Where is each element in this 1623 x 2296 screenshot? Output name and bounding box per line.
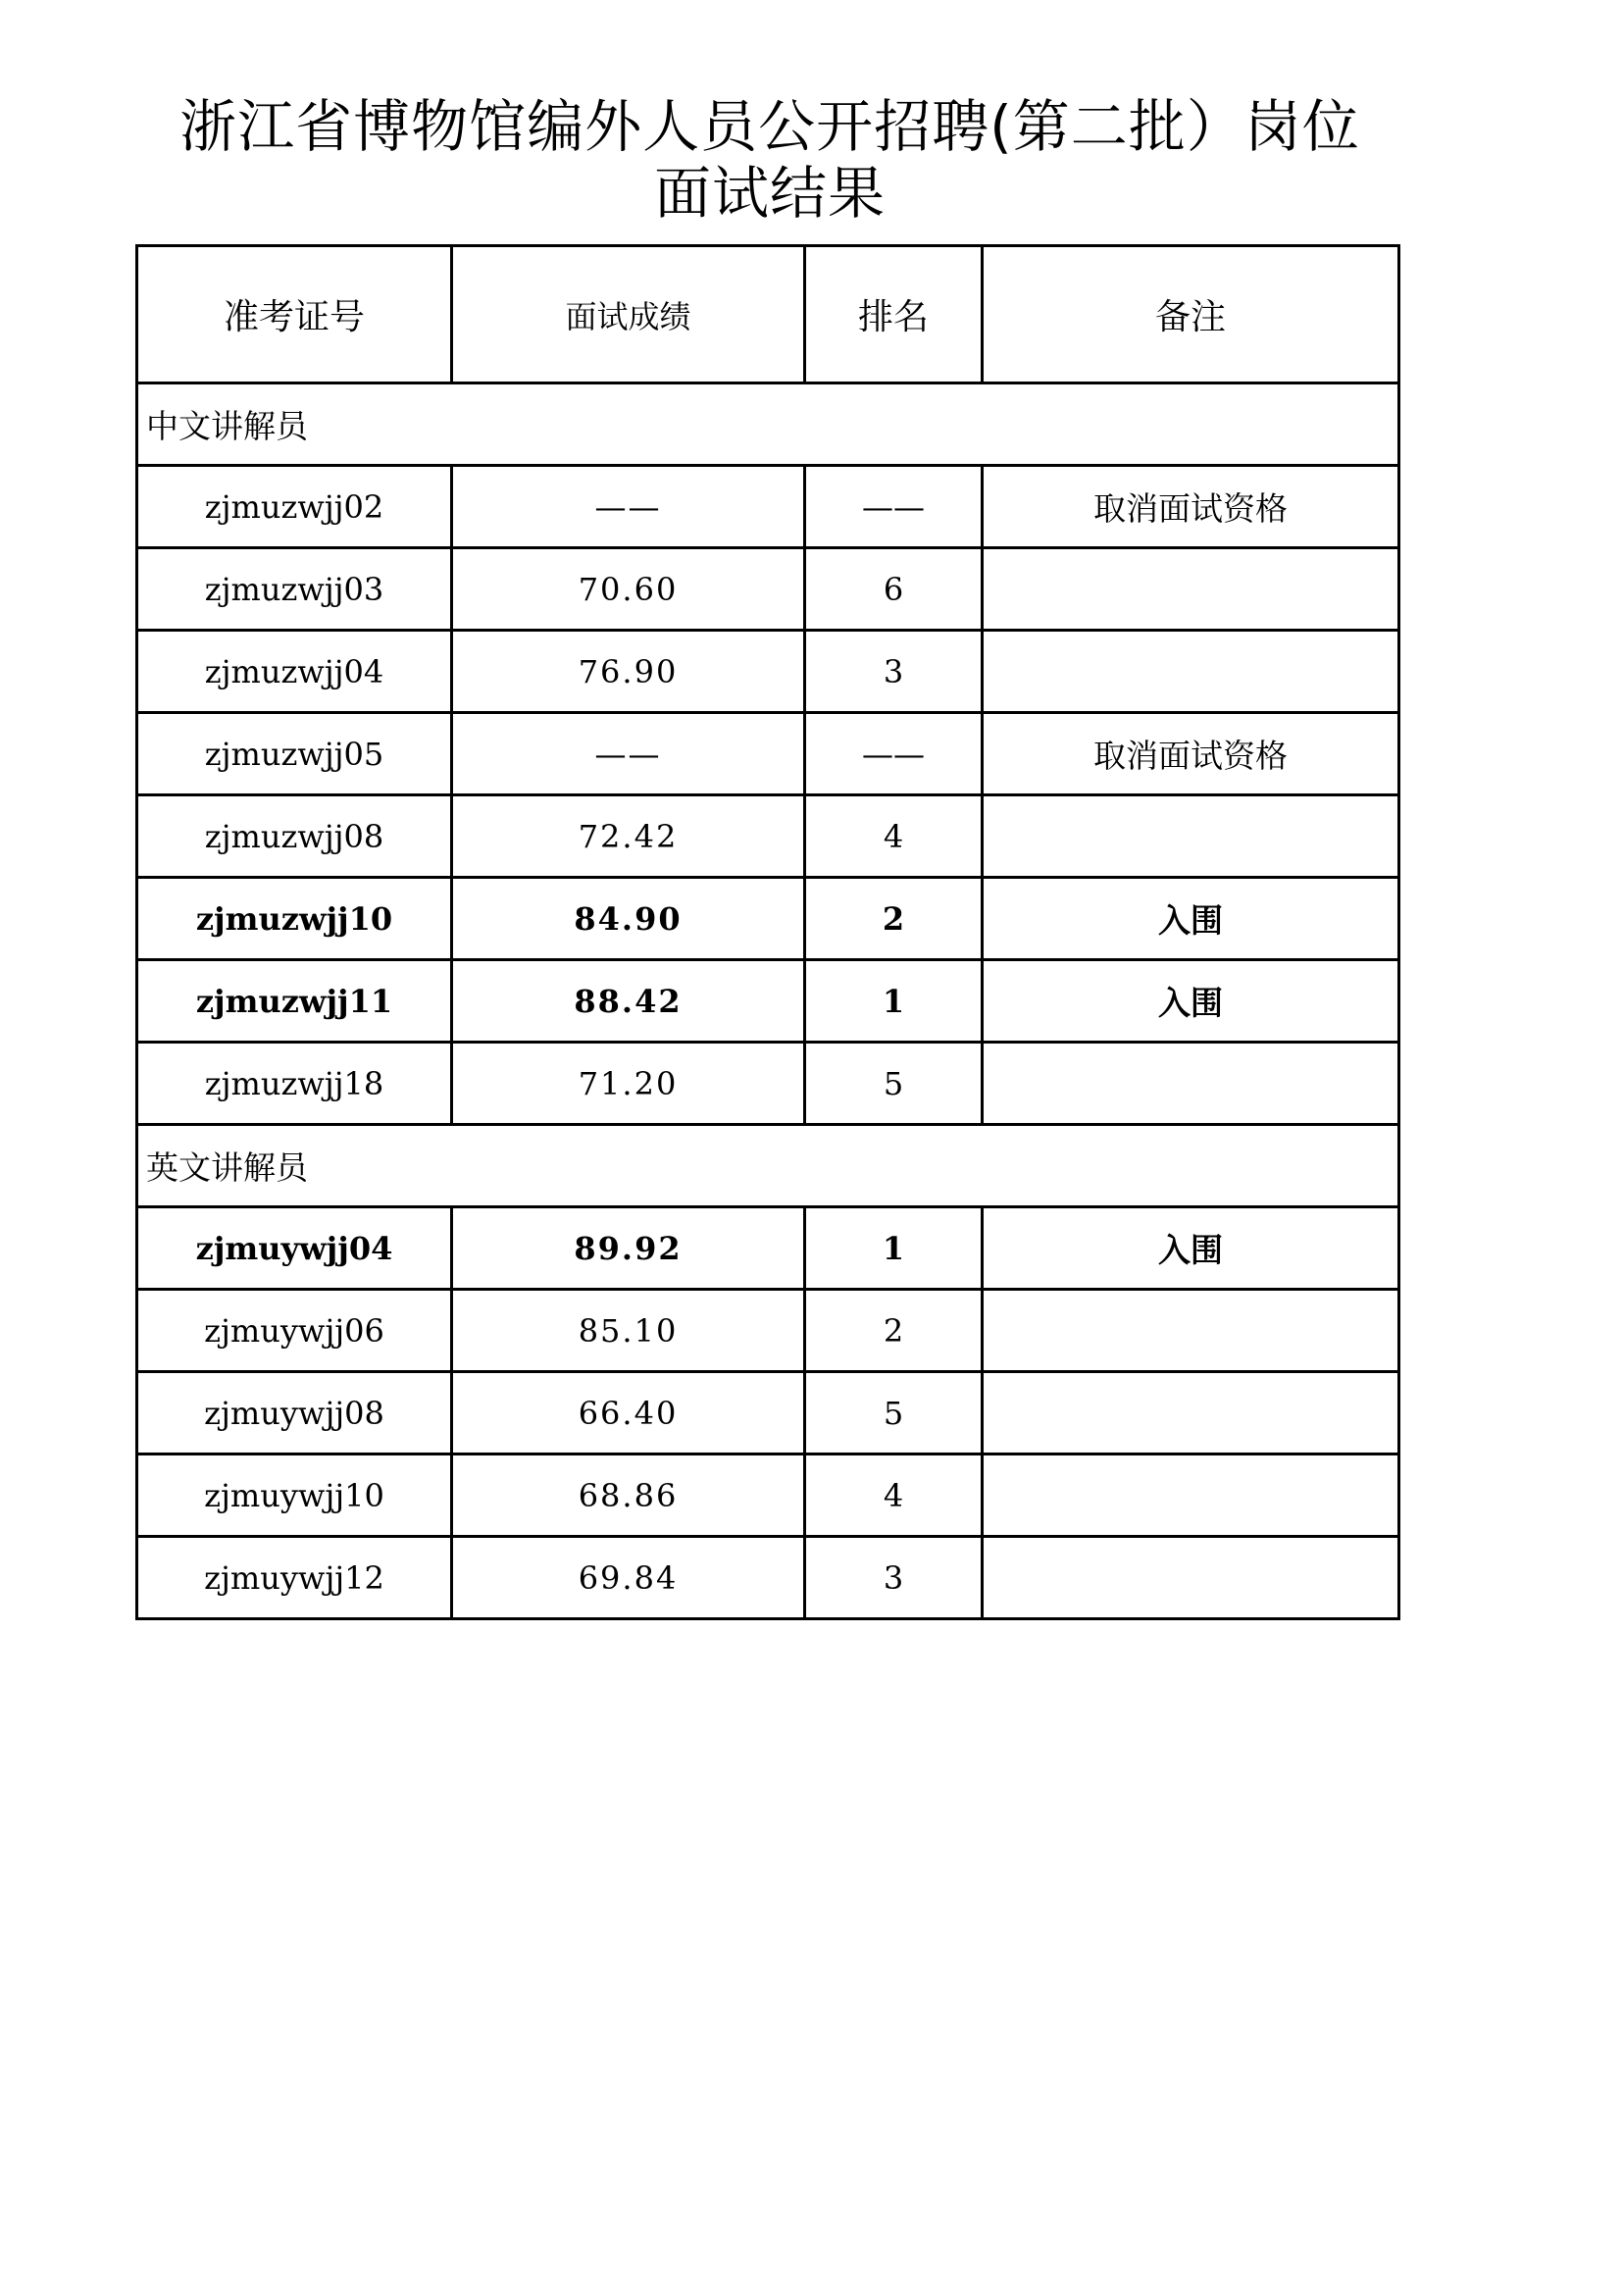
header-score: 面试成绩 xyxy=(452,246,805,383)
table-row xyxy=(137,1537,1399,1619)
table-row xyxy=(137,1372,1399,1454)
cell-score: 88.42 xyxy=(452,960,805,1043)
cell-score: 68.86 xyxy=(452,1454,805,1537)
cell-exam-id: zjmuzwjj02 xyxy=(137,466,452,548)
group-label: 中文讲解员 xyxy=(137,383,1399,466)
cell-score: —— xyxy=(452,466,805,548)
cell-rank: 3 xyxy=(805,1537,983,1619)
cell-score: —— xyxy=(452,713,805,795)
cell-exam-id: zjmuzwjj05 xyxy=(137,713,452,795)
header-row xyxy=(137,246,1399,383)
cell-note xyxy=(983,1372,1399,1454)
table-row xyxy=(137,1290,1399,1372)
table-row xyxy=(137,713,1399,795)
cell-rank: 4 xyxy=(805,1454,983,1537)
cell-note xyxy=(983,1290,1399,1372)
cell-rank: 1 xyxy=(805,960,983,1043)
cell-score: 66.40 xyxy=(452,1372,805,1454)
cell-rank: 5 xyxy=(805,1043,983,1125)
cell-note xyxy=(983,1454,1399,1537)
cell-rank: —— xyxy=(805,466,983,548)
group-row xyxy=(137,383,1399,466)
cell-score: 71.20 xyxy=(452,1043,805,1125)
cell-score: 84.90 xyxy=(452,878,805,960)
table-row xyxy=(137,1454,1399,1537)
table-row xyxy=(137,878,1399,960)
table-row xyxy=(137,960,1399,1043)
cell-note xyxy=(983,548,1399,631)
table-row xyxy=(137,466,1399,548)
table-row xyxy=(137,1043,1399,1125)
group-row xyxy=(137,1125,1399,1207)
cell-score: 76.90 xyxy=(452,631,805,713)
cell-exam-id: zjmuywjj04 xyxy=(137,1207,452,1290)
header-exam-id: 准考证号 xyxy=(137,246,452,383)
cell-exam-id: zjmuzwjj11 xyxy=(137,960,452,1043)
cell-exam-id: zjmuywjj06 xyxy=(137,1290,452,1372)
results-table xyxy=(135,244,1400,1620)
cell-note: 入围 xyxy=(983,878,1399,960)
group-label: 英文讲解员 xyxy=(137,1125,1399,1207)
cell-exam-id: zjmuzwjj10 xyxy=(137,878,452,960)
cell-exam-id: zjmuzwjj03 xyxy=(137,548,452,631)
table-row xyxy=(137,795,1399,878)
cell-note: 取消面试资格 xyxy=(983,713,1399,795)
cell-note: 取消面试资格 xyxy=(983,466,1399,548)
cell-note xyxy=(983,631,1399,713)
cell-exam-id: zjmuzwjj18 xyxy=(137,1043,452,1125)
cell-rank: 2 xyxy=(805,1290,983,1372)
cell-exam-id: zjmuywjj10 xyxy=(137,1454,452,1537)
cell-score: 70.60 xyxy=(452,548,805,631)
cell-rank: —— xyxy=(805,713,983,795)
cell-score: 72.42 xyxy=(452,795,805,878)
table-row xyxy=(137,1207,1399,1290)
cell-note xyxy=(983,1043,1399,1125)
table-body xyxy=(137,383,1399,1619)
cell-score: 69.84 xyxy=(452,1537,805,1619)
cell-note xyxy=(983,1537,1399,1619)
cell-rank: 5 xyxy=(805,1372,983,1454)
table-row xyxy=(137,631,1399,713)
cell-note: 入围 xyxy=(983,1207,1399,1290)
cell-exam-id: zjmuywjj08 xyxy=(137,1372,452,1454)
table-row xyxy=(137,548,1399,631)
cell-rank: 2 xyxy=(805,878,983,960)
cell-exam-id: zjmuzwjj08 xyxy=(137,795,452,878)
header-rank: 排名 xyxy=(805,246,983,383)
cell-score: 85.10 xyxy=(452,1290,805,1372)
cell-note xyxy=(983,795,1399,878)
cell-exam-id: zjmuzwjj04 xyxy=(137,631,452,713)
cell-rank: 6 xyxy=(805,548,983,631)
page-subtitle: 面试结果 xyxy=(653,160,886,227)
header-note: 备注 xyxy=(983,246,1399,383)
cell-note: 入围 xyxy=(983,960,1399,1043)
page-title: 浙江省博物馆编外人员公开招聘(第二批）岗位 xyxy=(179,93,1360,160)
cell-score: 89.92 xyxy=(452,1207,805,1290)
cell-rank: 4 xyxy=(805,795,983,878)
cell-exam-id: zjmuywjj12 xyxy=(137,1537,452,1619)
cell-rank: 3 xyxy=(805,631,983,713)
cell-rank: 1 xyxy=(805,1207,983,1290)
